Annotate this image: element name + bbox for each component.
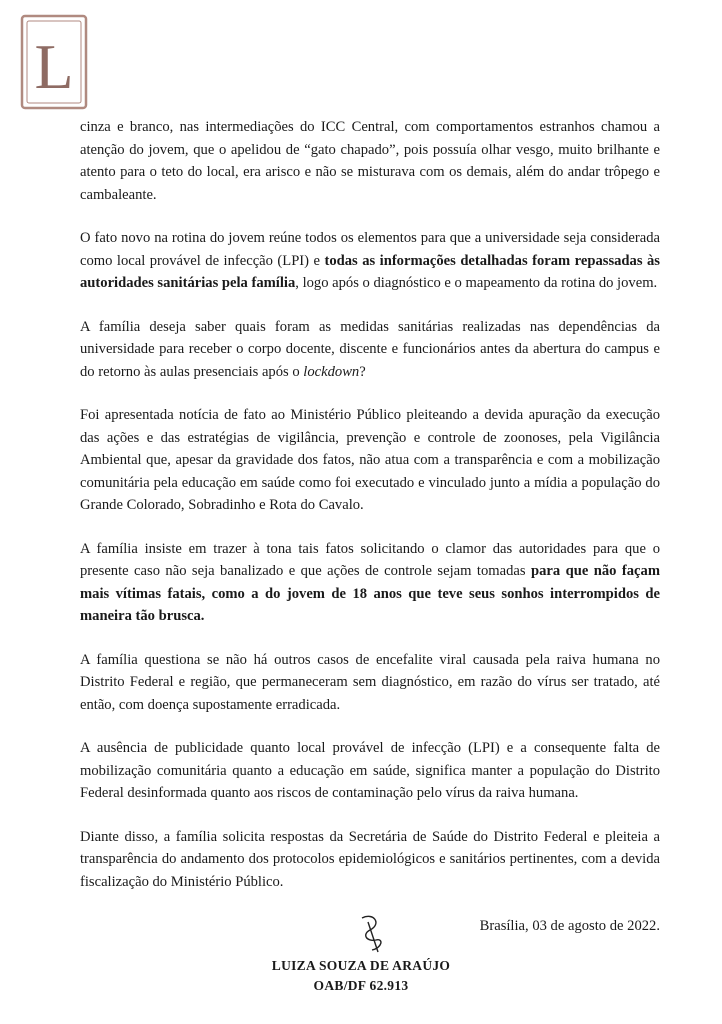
letter-body — [80, 116, 660, 914]
body-paragraph — [80, 316, 660, 384]
letterhead-logo-letter: L — [34, 31, 74, 102]
paragraph-run: A família questiona se não há outros casos de encefalite viral causada pela raiva humana no Distrito Federal e região, que permaneceram sem diagnóstico, em razão do vírus ser tratado, até então, com doença supostamente erradicada. — [80, 651, 660, 713]
body-paragraph — [80, 116, 660, 206]
paragraph-run: O fato novo na rotina do jovem reúne todos os elementos para que a universidade seja considerada como local provável de infecção (LPI) e — [80, 230, 660, 269]
body-paragraph — [80, 649, 660, 717]
signer-oab: OAB/DF 62.913 — [313, 978, 409, 993]
paragraph-run: A família insiste em trazer à tona tais fatos solicitando o clamor das autoridades para que o presente caso não seja banalizado e que ações de controle sejam tomadas — [80, 540, 660, 579]
paragraph-run: lockdown — [303, 363, 360, 380]
paragraph-run: Diante disso, a família solicita respostas da Secretária de Saúde do Distrito Federal e pleiteia a transparência do andamento dos protocolos epidemiológicos e sanitários pertinentes, com a devida fiscalização do Ministério Público. — [80, 828, 660, 890]
paragraph-run: ? — [359, 363, 366, 380]
paragraph-run: Foi apresentada notícia de fato ao Ministério Público pleiteando a devida apuração da execução das ações e das estratégias de vigilância, prevenção e controle de zoonoses, pela Vigilância Ambiental que, apesar da gravidade dos fatos, não atua com a transparência e com a mobilização comunitária pela educação em saúde como foi executado e vinculado junto a mídia a população do Grande Colorado, Sobradinho e Rota do Cavalo. — [80, 407, 660, 513]
body-paragraph — [80, 404, 660, 517]
body-paragraph — [80, 737, 660, 805]
place-date: Brasília, 03 de agosto de 2022. — [479, 918, 660, 934]
paragraph-run: cinza e branco, nas intermediações do ICC Central, com comportamentos estranhos chamou a atenção do jovem, que o apelidou de “gato chapado”, pois possuía olhar vesgo, muito brilhante e atento para o teto do local, era arisco e não se misturava com os demais, além do andar trôpego e cambaleante. — [80, 119, 660, 203]
body-paragraph — [80, 826, 660, 894]
signature-mark — [352, 910, 392, 956]
paragraph-run: para que não façam mais vítimas fatais, como a do jovem de 18 anos que teve seus sonhos interrompidos de maneira tão brusca. — [80, 563, 660, 624]
letterhead-logo — [18, 12, 90, 112]
body-paragraph — [80, 227, 660, 295]
paragraph-run: A família deseja saber quais foram as medidas sanitárias realizadas nas dependências da universidade para receber o corpo docente, discente e funcionários antes da abertura do campus e do retorno às aulas presenciais após o — [80, 318, 660, 380]
paragraph-run: A ausência de publicidade quanto local provável de infecção (LPI) e a consequente falta de mobilização comunitária quanto a educação em saúde, significa manter a população do Distrito Federal desinformada quanto aos riscos de contaminação pelo vírus da raiva humana. — [80, 740, 660, 801]
paragraph-run: todas as informações detalhadas foram repassadas às autoridades sanitárias pela família — [80, 252, 660, 291]
body-paragraph — [80, 538, 660, 628]
paragraph-run: , logo após o diagnóstico e o mapeamento da rotina do jovem. — [295, 275, 658, 291]
signer-name: LUIZA SOUZA DE ARAÚJO — [271, 958, 451, 973]
